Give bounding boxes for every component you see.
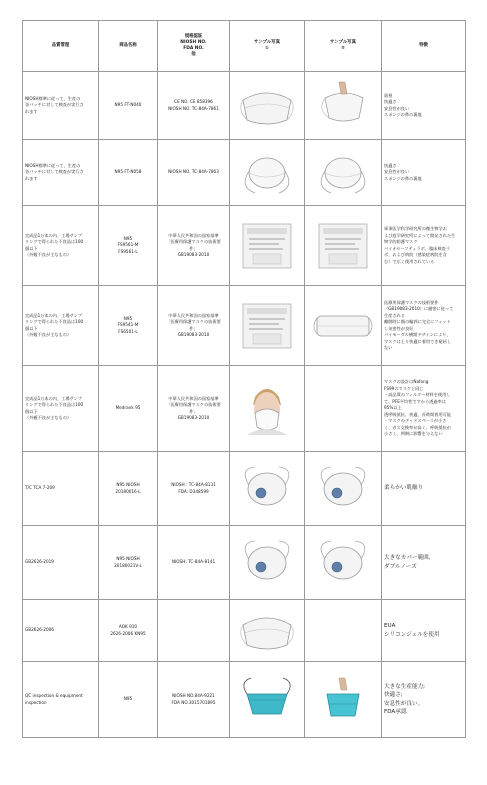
features-cell: 大きな生産能力; 快適さ; 安息性が良い。 FDA承認 <box>382 662 466 738</box>
sample-photo-1-cell <box>230 140 305 206</box>
sample-photo-2-cell <box>305 662 382 738</box>
packaged-mask-icon <box>235 300 299 352</box>
quality-control-cell: GB2626-2019 <box>23 526 99 600</box>
sample-photo-2-cell <box>305 600 382 662</box>
product-name-cell: N95 FS9541-M FS6501-L <box>99 286 158 366</box>
certification-cell: NIOSH : TC-84A-8131 FDA: D348599 <box>158 452 230 526</box>
table-row <box>23 662 466 738</box>
product-name-cell: AOK 910 2626-2006 KN95 <box>99 600 158 662</box>
header-product-name: 商品名称 <box>99 21 158 72</box>
person-mask-icon <box>235 383 299 435</box>
header-features: 特徴 <box>382 21 466 72</box>
product-name-cell: N95 <box>99 662 158 738</box>
folded-mask-icon <box>235 605 299 657</box>
cup-mask-icon <box>235 147 299 199</box>
sample-photo-2-cell <box>305 526 382 600</box>
certification-cell: NIOSH: TC-84A-8141 <box>158 526 230 600</box>
product-name-cell: N95 FT-N040 <box>99 72 158 140</box>
table-row <box>23 286 466 366</box>
mask-spec-table <box>22 20 466 738</box>
sample-photo-2-cell <box>305 140 382 206</box>
sample-photo-2-cell <box>305 452 382 526</box>
certification-cell <box>158 600 230 662</box>
sample-photo-2-cell <box>305 72 382 140</box>
features-cell: 大きなカバー範囲, ダブルノーズ <box>382 526 466 600</box>
certification-cell: NIOSH NO.84A-9221 FDA NO.3015701895 <box>158 662 230 738</box>
table-row <box>23 140 466 206</box>
features-cell: マスクの設計はNafong FS99のマスクと同じ ・高品質のフィルター材料を使用し て、PFE平均性ですから透過率は 95%以上 透呼吸抵抗、快適、長時間着用可能 ・マスクのデッドスペースが小さ く、ガス交換率が高く、呼吸抵抗が 小さく、例期に影響を与えない <box>382 366 466 452</box>
sample-photo-1-cell <box>230 72 305 140</box>
product-name-cell: N95 NIOSH 20180021V-L <box>99 526 158 600</box>
product-name-cell: N95 NIOSH 20180016-L <box>99 452 158 526</box>
quality-control-cell: NIOSH標準に従って、生産の 各バッチに対して検査が実行さ れます <box>23 72 99 140</box>
table-row <box>23 600 466 662</box>
sample-photo-1-cell <box>230 662 305 738</box>
packaged-mask-icon <box>311 220 375 272</box>
quality-control-cell: QC inspection & equipment inspection <box>23 662 99 738</box>
product-name-cell: N95 FS9561-M FS9561-L <box>99 206 158 286</box>
sample-photo-1-cell <box>230 366 305 452</box>
table-row <box>23 72 466 140</box>
product-name-cell: N95 FT-N058 <box>99 140 158 206</box>
sample-photo-1-cell <box>230 600 305 662</box>
sample-photo-2-cell <box>305 366 382 452</box>
table-row <box>23 526 466 600</box>
quality-control-cell: 完成品1万本の内、工場サンプ リングで得られた不良品は100 個以下 （外観不良が主なもの） <box>23 206 99 286</box>
sample-photo-1-cell <box>230 526 305 600</box>
valve-mask-icon <box>235 537 299 589</box>
sample-photo-1-cell <box>230 286 305 366</box>
header-sample-photo-2: サンプル写真 ② <box>305 21 382 72</box>
features-cell: 快適さ 安息性が良い スポンジの鼻の裏地 <box>382 140 466 206</box>
quality-control-cell: NIOSH標準に従って、生産の 各バッチに対して検査が実行さ れます <box>23 140 99 206</box>
table-row <box>23 206 466 286</box>
cup-mask-icon <box>311 147 375 199</box>
certification-cell: 中華人民共和国の国家基準 「医療用保護マスクの技術要 件」 GB19083-2010 <box>158 286 230 366</box>
certification-cell: 中華人民共和国の国家基準 「医療用保護マスクの技術要 件」 GB19083-2010 <box>158 366 230 452</box>
sample-photo-2-cell <box>305 206 382 286</box>
header-quality-control: 品質管理 <box>23 21 99 72</box>
blue-hand-mask-icon <box>311 674 375 726</box>
table-row <box>23 366 466 452</box>
header-sample-photo-1: サンプル写真 ① <box>230 21 305 72</box>
header-row <box>23 21 466 72</box>
features-cell: 面格 快適さ 安息性が良い スポンジの鼻の裏地 <box>382 72 466 140</box>
quality-control-cell: T/C TCA 7-209 <box>23 452 99 526</box>
blue-mask-icon <box>235 674 299 726</box>
valve-mask-icon <box>311 463 375 515</box>
header-certification: 規格認証 NIOSH NO. FDA NO. 他 <box>158 21 230 72</box>
product-name-cell: Medrank 95 <box>99 366 158 452</box>
quality-control-cell: 完成品1万本の内、工場サンプ リングで得られた不良品は100 個以下 （外観不良が主なもの） <box>23 366 99 452</box>
certification-cell: CE NO. CE 858396 NIOSH NO. TC-84A-7861 <box>158 72 230 140</box>
hand-mask-icon <box>311 80 375 132</box>
features-cell: 軍事医学科学研究所の微生物学お よび疫学研究所によって開発された生 物学的防護マスク バイオセーフティラボ、臨床検査ラ ボ、および病院（感染症病院を含 む）で広く使用されている <box>382 206 466 286</box>
features-cell: 医療用保護マスクの技術要件 （GB19083-2010）に厳密に従って 生産される 離開時に顔の輪郭に完全にフィット し気密性が良好 バイモーダル横開デザインにより、 マスクは上り快適に着用でき窮屈し ない <box>382 286 466 366</box>
features-cell: 柔らかい肌触り <box>382 452 466 526</box>
quality-control-cell: 完成品1万本の内、工場サンプ リングで得られた不良品は100 個以下 （外観不良が主なもの） <box>23 286 99 366</box>
sample-photo-2-cell <box>305 286 382 366</box>
certification-cell: 中華人民共和国の国家基準 「医療用保護マスクの技術要 件」 GB19083-2010 <box>158 206 230 286</box>
packaged-mask-icon <box>235 220 299 272</box>
table-row <box>23 452 466 526</box>
quality-control-cell: GB2626-2006 <box>23 600 99 662</box>
valve-mask-icon <box>235 463 299 515</box>
sample-photo-1-cell <box>230 206 305 286</box>
flat-mask-icon <box>311 300 375 352</box>
features-cell: EUA シリコンジェルを使用 <box>382 600 466 662</box>
valve-mask-icon <box>311 537 375 589</box>
sample-photo-1-cell <box>230 452 305 526</box>
certification-cell: NIOSH NO. TC-84A-7863 <box>158 140 230 206</box>
folded-mask-icon <box>235 80 299 132</box>
